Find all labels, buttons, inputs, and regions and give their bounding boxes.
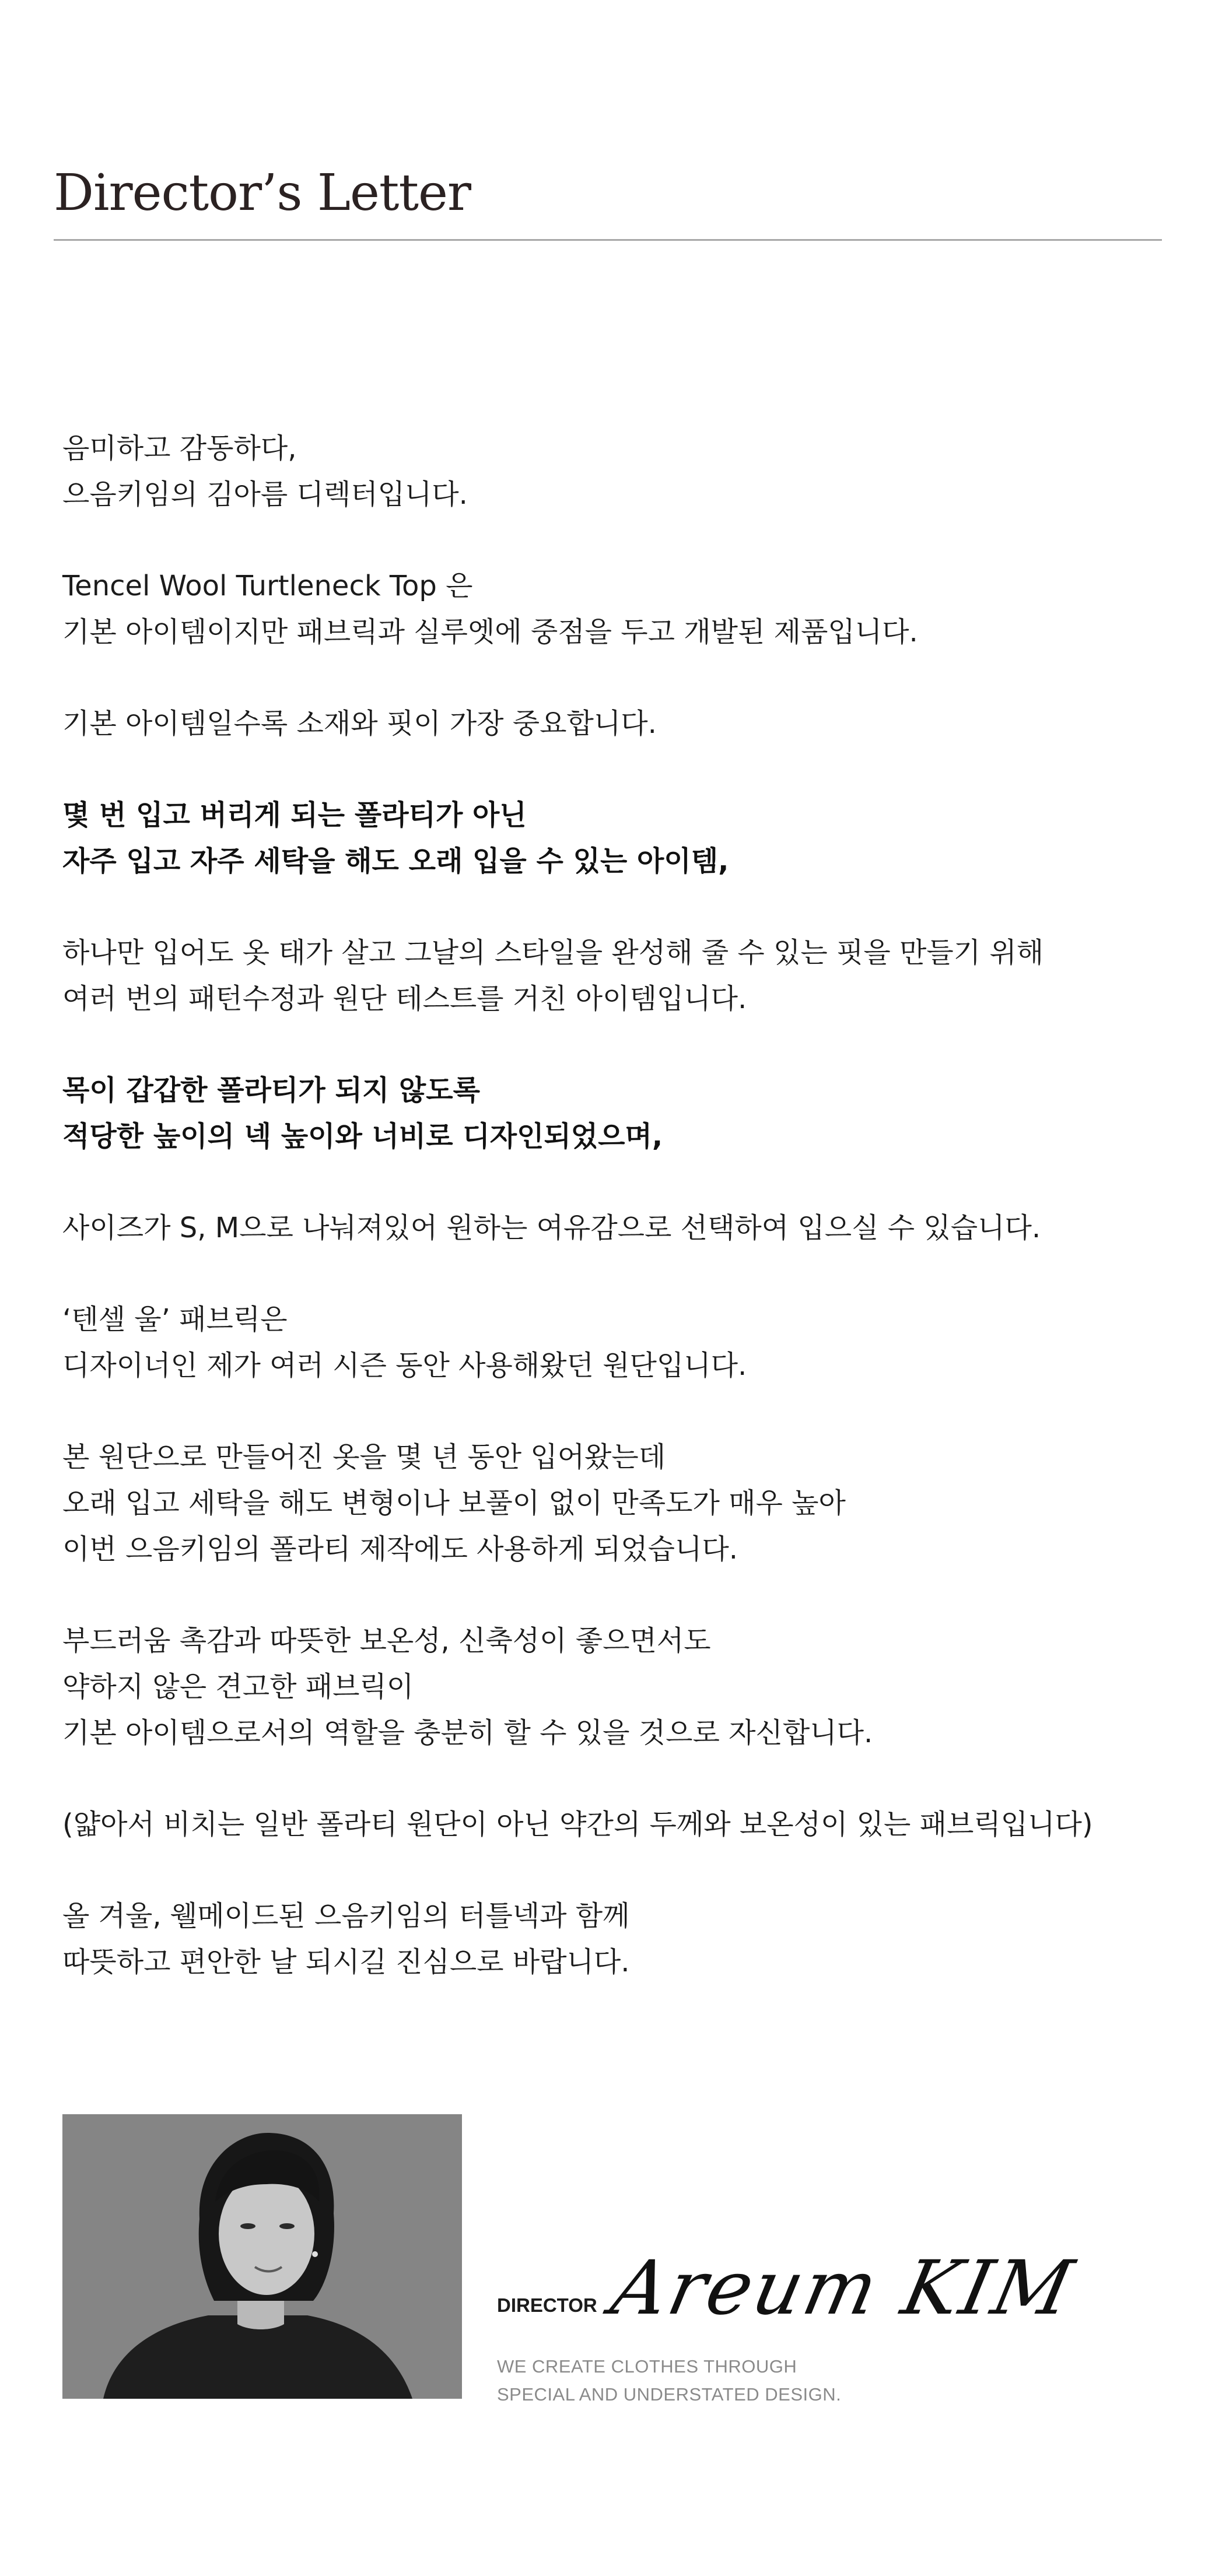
letter-line: 부드러움 촉감과 따뜻한 보온성, 신축성이 좋으면서도 <box>62 1624 711 1657</box>
letter-paragraph <box>62 1434 1159 1573</box>
letter-paragraph <box>62 1618 1159 1756</box>
letter-line: 사이즈가 S, M으로 나눠져있어 원하는 여유감으로 선택하여 입으실 수 있습니다. <box>62 1212 1041 1244</box>
letter-line: 이번 으음키임의 폴라티 제작에도 사용하게 되었습니다. <box>62 1533 738 1566</box>
letter-body <box>62 426 1159 2031</box>
letter-line: 기본 아이템으로서의 역할을 충분히 할 수 있을 것으로 자신합니다. <box>62 1717 873 1749</box>
tagline-line: SPECIAL AND UNDERSTATED DESIGN. <box>497 2384 842 2405</box>
letter-paragraph <box>62 792 1159 885</box>
letter-line: 약하지 않은 견고한 패브릭이 <box>62 1670 414 1703</box>
letter-paragraph <box>62 701 1159 747</box>
letter-line: 음미하고 감동하다, <box>62 432 297 465</box>
letter-line: (얇아서 비치는 일반 폴라티 원단이 아닌 약간의 두께와 보온성이 있는 패브릭입니다) <box>62 1808 1093 1841</box>
letter-line: 목이 갑갑한 폴라티가 되지 않도록 <box>62 1074 480 1107</box>
letter-line: 오래 입고 세탁을 해도 변형이나 보풀이 없이 만족도가 매우 높아 <box>62 1487 846 1519</box>
page-title: Director’s Letter <box>54 164 471 222</box>
letter-paragraph <box>62 426 1159 518</box>
letter-line: 으음키임의 김아름 디렉터입니다. <box>62 478 468 511</box>
letter-line: 올 겨울, 웰메이드된 으음키임의 터틀넥과 함께 <box>62 1900 630 1932</box>
letter-header <box>54 163 1162 223</box>
director-label: DIRECTOR <box>497 2294 597 2316</box>
letter-line: 자주 입고 자주 세탁을 해도 오래 입을 수 있는 아이템, <box>62 845 729 878</box>
brand-tagline <box>497 2353 841 2409</box>
letter-line: 기본 아이템일수록 소재와 핏이 가장 중요합니다. <box>62 707 657 740</box>
letter-line: 하나만 입어도 옷 태가 살고 그날의 스타일을 완성해 줄 수 있는 핏을 만들기 위해 <box>62 936 1044 969</box>
title-divider <box>54 239 1162 241</box>
letter-line: 여러 번의 패턴수정과 원단 테스트를 거친 아이템입니다. <box>62 982 747 1015</box>
director-portrait-image <box>62 2114 462 2399</box>
letter-paragraph <box>62 1802 1159 1848</box>
letter-line: 몇 번 입고 버리게 되는 폴라티가 아닌 <box>62 799 527 831</box>
letter-paragraph <box>62 1297 1159 1389</box>
letter-line: 본 원단으로 만들어진 옷을 몇 년 동안 입어왔는데 <box>62 1441 666 1473</box>
letter-paragraph <box>62 563 1159 655</box>
director-signature: Areum KIM <box>604 2245 1082 2332</box>
letter-line: 따뜻하고 편안한 날 되시길 진심으로 바랍니다. <box>62 1946 630 1978</box>
letter-line: 기본 아이템이지만 패브릭과 실루엣에 중점을 두고 개발된 제품입니다. <box>62 616 918 648</box>
letter-line: 적당한 높이의 넥 높이와 너비로 디자인되었으며, <box>62 1120 663 1153</box>
letter-line: ‘텐셀 울’ 패브릭은 <box>62 1303 288 1336</box>
tagline-line: WE CREATE CLOTHES THROUGH <box>497 2356 797 2377</box>
letter-line: Tencel Wool Turtleneck Top 은 <box>62 570 473 602</box>
letter-line: 디자이너인 제가 여러 시즌 동안 사용해왔던 원단입니다. <box>62 1349 747 1382</box>
letter-paragraph <box>62 930 1159 1022</box>
letter-paragraph <box>62 1205 1159 1251</box>
letter-paragraph <box>62 1068 1159 1160</box>
letter-paragraph <box>62 1893 1159 1985</box>
